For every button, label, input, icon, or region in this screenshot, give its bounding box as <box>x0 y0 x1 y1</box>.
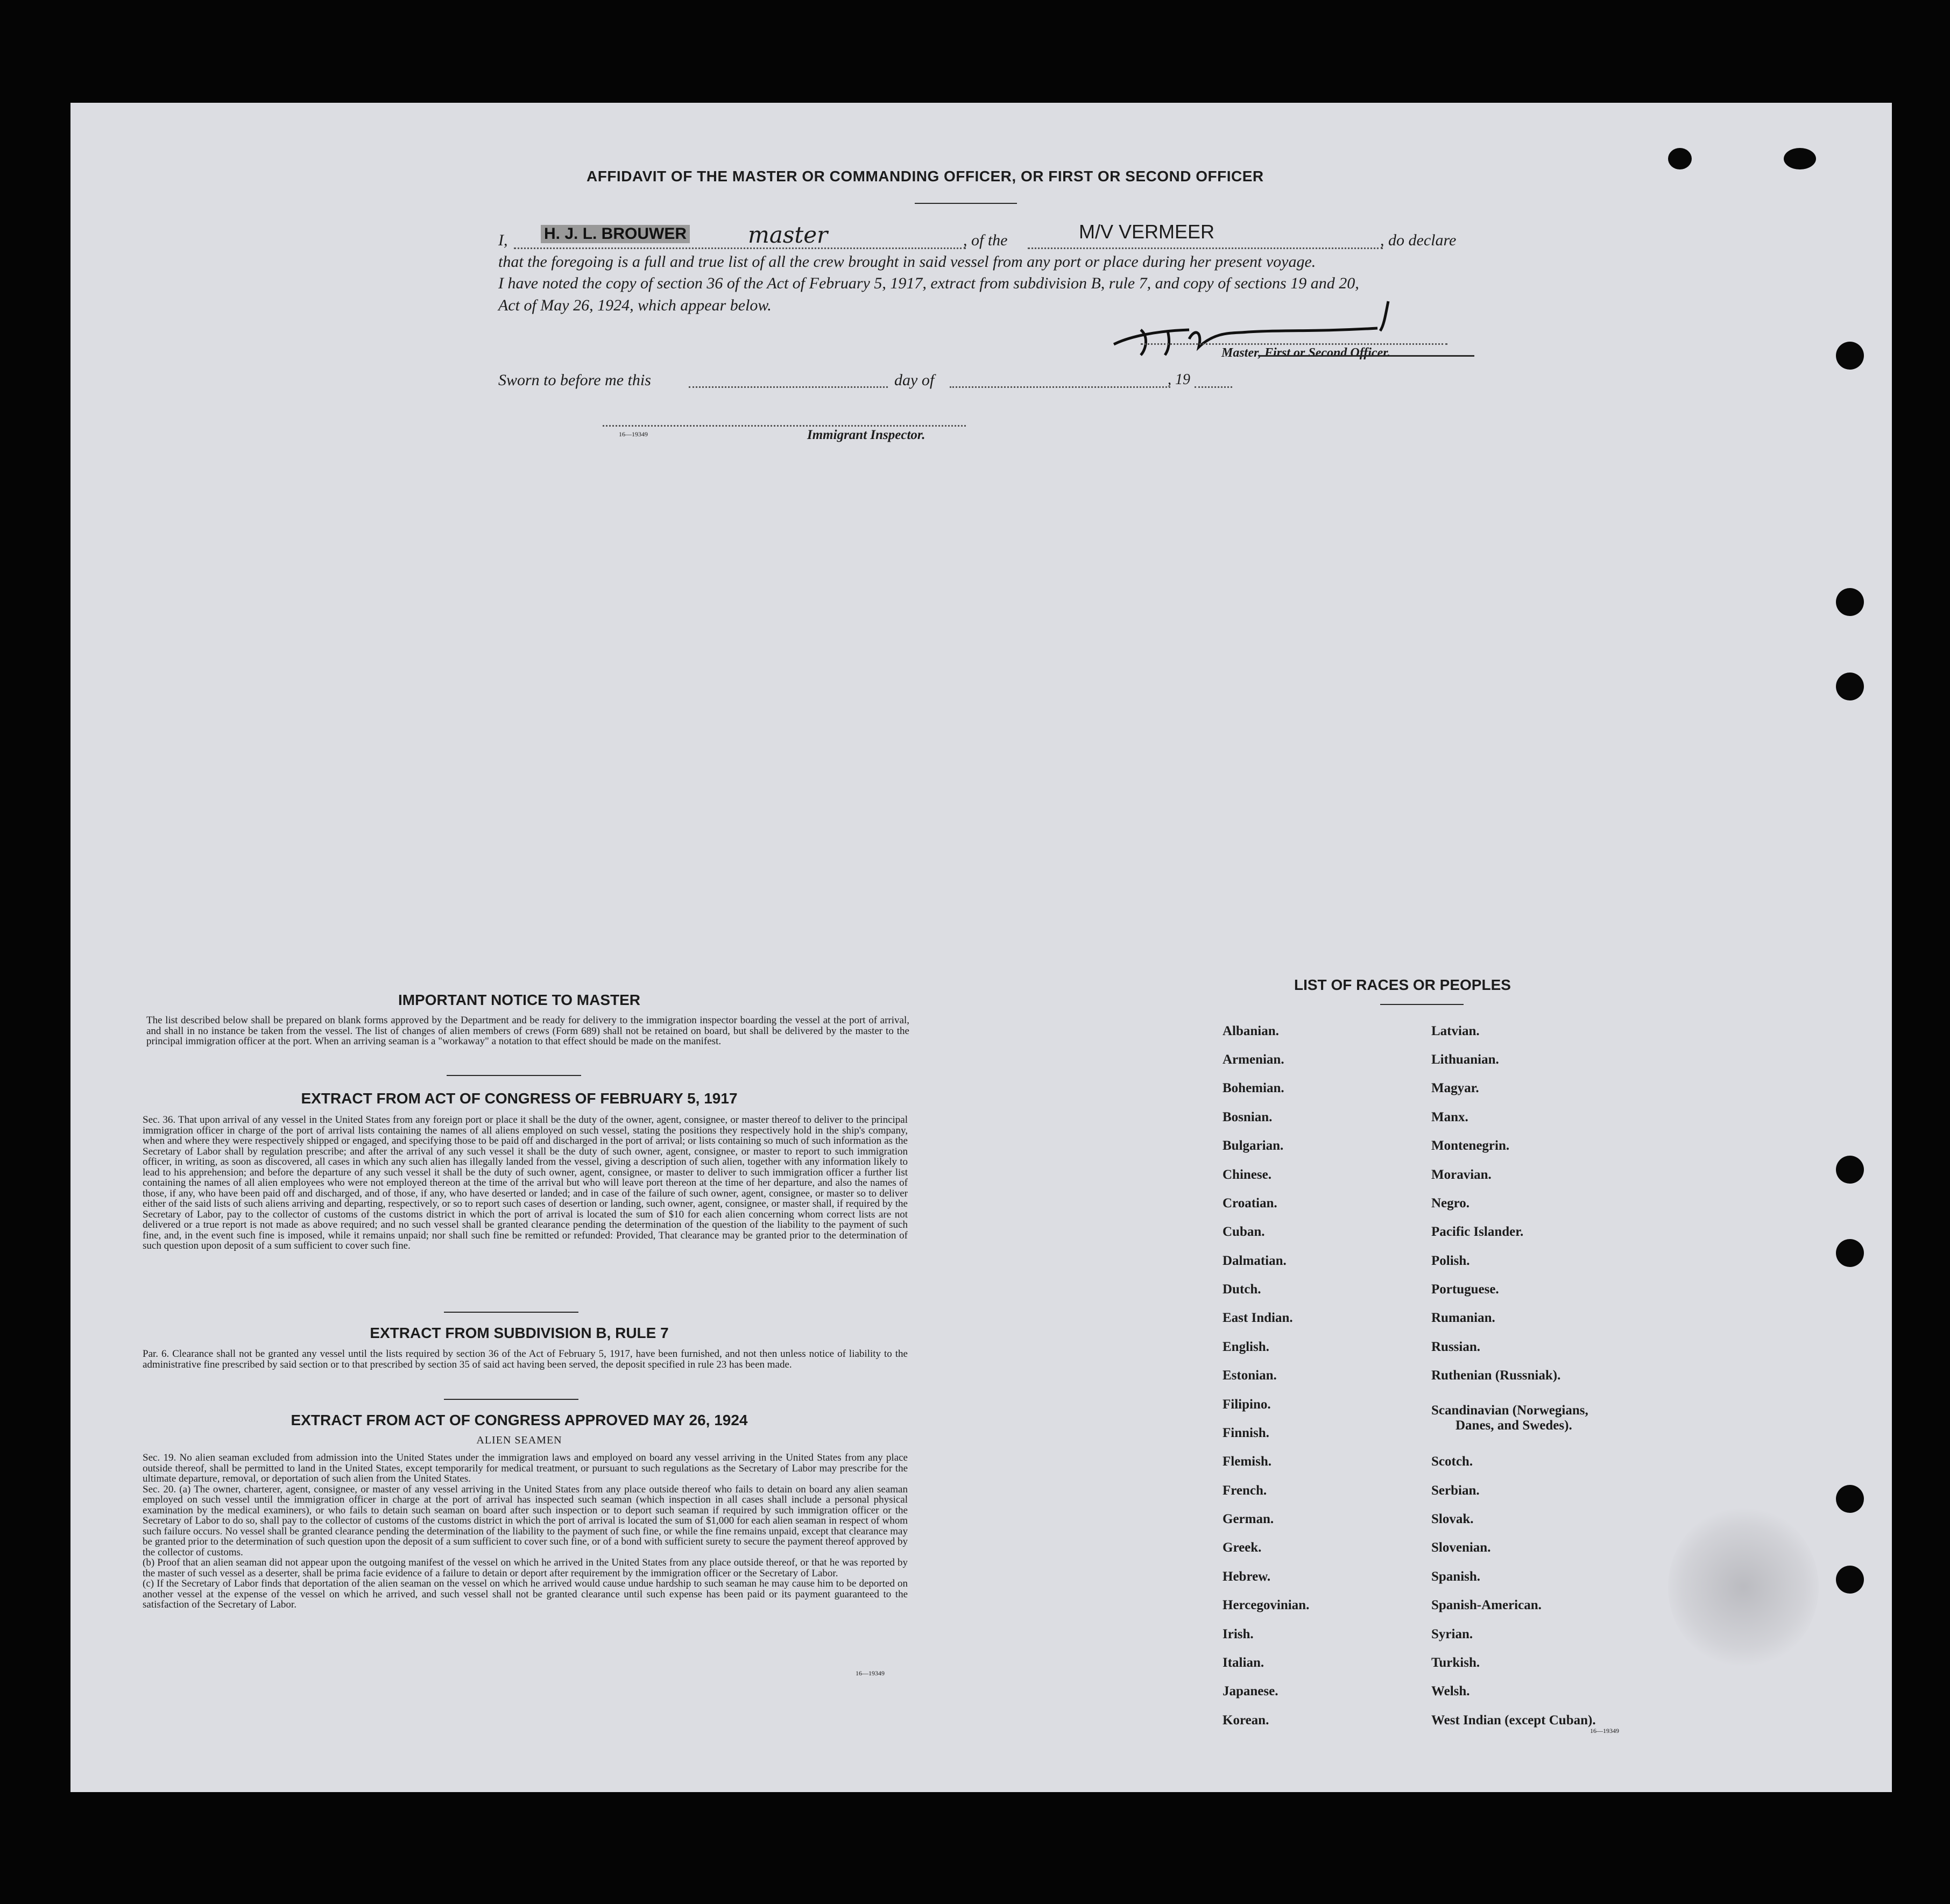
punch-hole <box>1836 1239 1864 1267</box>
year-fill-line <box>1195 386 1232 388</box>
i-label: I, <box>498 231 508 249</box>
extract-1924-title: EXTRACT FROM ACT OF CONGRESS APPROVED MAY 26, 1924 <box>291 1412 748 1428</box>
signature-caption: Master, First or Second Officer. <box>1221 346 1391 360</box>
affidavit-line-3: Act of May 26, 1924, which appear below. <box>498 296 772 314</box>
race-list-item: Slovenian. <box>1431 1540 1491 1555</box>
punch-hole <box>1836 588 1864 616</box>
extract-1917-title: EXTRACT FROM ACT OF CONGRESS OF FEBRUARY 5, 1917 <box>301 1090 738 1107</box>
race-list-item: Danes, and Swedes). <box>1456 1418 1572 1433</box>
race-list-item: Russian. <box>1431 1340 1481 1354</box>
races-title-divider <box>1380 1004 1464 1005</box>
race-list-item: Finnish. <box>1223 1426 1269 1440</box>
races-title: LIST OF RACES OR PEOPLES <box>1294 976 1511 993</box>
faded-seal-stamp <box>1668 1506 1819 1668</box>
year-prefix: , 19 <box>1168 371 1190 388</box>
race-list-item: Dutch. <box>1223 1282 1261 1297</box>
race-list-item: Manx. <box>1431 1110 1468 1124</box>
sec-20c-paragraph: (c) If the Secretary of Labor finds that deportation of the alien seaman on the vessel on which he arrived would cause undue hardship to such seaman he may cause him to be deported on another vessel at the expense of the vessel on which he arrived, and such vessel shall not be granted clearance until such expense has been paid or its payment guaranteed to the satisfaction of the Secretary of Labor. <box>143 1578 908 1610</box>
officer-name: H. J. L. BROUWER <box>541 225 690 243</box>
affidavit-line-2: I have noted the copy of section 36 of the Act of February 5, 1917, extract from subdivision B, rule 7, and copy of sections 19 and 20, <box>498 274 1359 292</box>
race-list-item: Albanian. <box>1223 1024 1279 1038</box>
race-list-item: Cuban. <box>1223 1224 1265 1239</box>
inspector-caption: Immigrant Inspector. <box>807 428 925 442</box>
race-list-item: Bosnian. <box>1223 1110 1273 1124</box>
affidavit-form-number: 16—19349 <box>619 430 648 438</box>
race-list-item: Croatian. <box>1223 1196 1277 1211</box>
race-list-item: Scotch. <box>1431 1454 1473 1469</box>
sworn-month-line <box>950 386 1170 388</box>
extract-form-number: 16—19349 <box>856 1669 885 1677</box>
race-list-item: Scandinavian (Norwegians, <box>1431 1403 1588 1418</box>
subdivision-b-title: EXTRACT FROM SUBDIVISION B, RULE 7 <box>370 1325 669 1341</box>
race-list-item: Montenegrin. <box>1431 1138 1510 1153</box>
race-list-item: Bohemian. <box>1223 1081 1284 1095</box>
race-list-item: Hebrew. <box>1223 1569 1271 1584</box>
punch-hole <box>1836 673 1864 700</box>
race-list-item: Turkish. <box>1431 1655 1480 1670</box>
sworn-day-line <box>689 386 888 388</box>
race-list-item: Dalmatian. <box>1223 1254 1287 1268</box>
race-list-item: Magyar. <box>1431 1081 1479 1095</box>
race-list-item: Pacific Islander. <box>1431 1224 1524 1239</box>
race-list-item: Chinese. <box>1223 1167 1271 1182</box>
section-divider <box>444 1399 578 1400</box>
race-list-item: Moravian. <box>1431 1167 1492 1182</box>
alien-seamen-subtitle: ALIEN SEAMEN <box>476 1434 562 1446</box>
do-declare-label: , do declare <box>1380 231 1457 249</box>
race-list-item: Irish. <box>1223 1627 1254 1641</box>
par-6-paragraph: Par. 6. Clearance shall not be granted any vessel until the lists required by section 36 of the Act of February 5, 1917, have been furnished, and not then unless notice of liability to the administrative fine prescribed by said section or to that prescribed by section 35 of said act having been served, the deposit specified in rule 23 has been made. <box>143 1348 908 1370</box>
race-list-item: West Indian (except Cuban). <box>1431 1713 1596 1728</box>
punch-hole <box>1784 148 1816 169</box>
races-form-number: 16—19349 <box>1590 1727 1619 1735</box>
vessel-fill-line <box>1028 247 1383 249</box>
race-list-item: Polish. <box>1431 1254 1470 1268</box>
punch-hole <box>1668 148 1692 169</box>
signature-fill-line <box>1141 343 1447 345</box>
race-list-item: Serbian. <box>1431 1483 1480 1498</box>
punch-hole <box>1836 342 1864 370</box>
punch-hole <box>1836 1156 1864 1184</box>
race-list-item: Japanese. <box>1223 1684 1278 1698</box>
officer-title-handwritten: master <box>748 222 828 248</box>
race-list-item: Latvian. <box>1431 1024 1480 1038</box>
subdivision-b-text <box>121 1349 908 1370</box>
section-divider <box>444 1312 578 1313</box>
race-list-item: French. <box>1223 1483 1267 1498</box>
race-list-item: Syrian. <box>1431 1627 1473 1641</box>
race-list-item: Portuguese. <box>1431 1282 1499 1297</box>
of-the-label: , of the <box>963 231 1008 249</box>
extract-1924-text <box>121 1453 908 1610</box>
race-list-item: Greek. <box>1223 1540 1262 1555</box>
race-list-item: Slovak. <box>1431 1512 1474 1526</box>
section-divider <box>447 1075 581 1076</box>
race-list-item: Negro. <box>1431 1196 1470 1211</box>
race-list-item: German. <box>1223 1512 1274 1526</box>
extract-1917-text <box>121 1115 908 1251</box>
notice-title: IMPORTANT NOTICE TO MASTER <box>398 992 641 1008</box>
race-list-item: East Indian. <box>1223 1311 1293 1325</box>
race-list-item: Spanish. <box>1431 1569 1481 1584</box>
sec-20a-paragraph: Sec. 20. (a) The owner, charterer, agent, consignee, or master of any vessel arriving in the United States from any place outside thereof who fails to detain on board any alien seaman employed on such vessel until the immigration officer in charge at the port of arrival has inspected such seaman (which inspection in all cases shall include a personal physical examination by the medical examiners), or who fails to detain such seaman on board after such inspection or to deport such seaman if required by such immigration officer or the Secretary of Labor to do so, shall pay to the collector of customs of the customs district in which the port of arrival is located the sum of $1,000 for each alien seaman in respect of whom such failure occurs. No vessel shall be granted clearance pending the determination of the liability to the payment of such fine, or while the fine remains unpaid, except that clearance may be granted prior to the determination of such question upon the deposit of a sum sufficient to cover such fine, or of a bond with sufficient surety to secure the payment thereof approved by the collector of customs. <box>143 1483 908 1558</box>
race-list-item: Spanish-American. <box>1431 1598 1542 1612</box>
race-list-item: Italian. <box>1223 1655 1264 1670</box>
day-of-label: day of <box>894 371 935 389</box>
notice-paragraph: The list described below shall be prepared on blank forms approved by the Department and be ready for delivery to the immigration inspector boarding the vessel at the port of arrival, and shall in no instance be taken from the vessel. The list of changes of alien members of crews (Form 689) shall not be retained on board, but shall be delivered by the master to the principal immigration officer at the port. When an arriving seaman is a "workaway" a notation to that effect should be made on the manifest. <box>146 1015 909 1047</box>
title-divider <box>915 203 1017 204</box>
affidavit-line-1: that the foregoing is a full and true list of all the crew brought in said vessel from any port or place during her present voyage. <box>498 253 1316 271</box>
race-list-item: Bulgarian. <box>1223 1138 1284 1153</box>
race-list-item: English. <box>1223 1340 1269 1354</box>
sec-20b-paragraph: (b) Proof that an alien seaman did not appear upon the outgoing manifest of the vessel on which he arrived in the United States from any place outside thereof, or that he was reported by the master of such vessel as a deserter, shall be prima facie evidence of a failure to detain or deport after requirement by the immigration officer or the Secretary of Labor. <box>143 1557 908 1579</box>
notice-text <box>125 1015 909 1047</box>
name-fill-line <box>514 247 966 249</box>
race-list-item: Estonian. <box>1223 1368 1277 1383</box>
race-list-item: Armenian. <box>1223 1052 1284 1067</box>
race-list-item: Ruthenian (Russniak). <box>1431 1368 1561 1383</box>
sec-19-paragraph: Sec. 19. No alien seaman excluded from admission into the United States under the immigration laws and employed on board any vessel arriving in the United States from any place outside thereof, shall be permitted to land in the United States, except temporarily for medical treatment, or pursuant to such regulations as the Secretary of Labor may prescribe for the ultimate departure, removal, or deportation of such alien from the United States. <box>143 1452 908 1484</box>
section-36-paragraph: Sec. 36. That upon arrival of any vessel in the United States from any foreign port or place it shall be the duty of the owner, agent, consignee, or master thereof to deliver to the principal immigration officer in charge of the port of arrival lists containing the names of all aliens employed on such vessel, stating the positions they respectively hold in the ship's company, when and where they were respectively shipped or engaged, and specifying those to be paid off and discharged in the port of arrival; or lists containing so much of such information as the Secretary of Labor shall by regulation prescribe; and after the arrival of any such vessel it shall be the duty of such owner, agent, consignee, or master to report to such immigration officer, in writing, as soon as discovered, all cases in which any such alien has illegally landed from the vessel, giving a description of such alien, together with any information likely to lead to his apprehension; and before the departure of any such vessel it shall be the duty of such owner, agent, consignee, or master to deliver to such immigration officer a further list containing the names of all alien employees who were not employed thereon at the time of the arrival but who will leave port thereon at the time of her departure, and also the names of those, if any, who have been paid off and discharged, and of those, if any, who have deserted or landed; and in case of the failure of such owner, agent, consignee, or master so to deliver either of the said lists of such aliens arriving and departing, respectively, or so to report such cases of desertion or landing, such owner, agent, consignee, or master shall, if required by the Secretary of Labor, pay to the collector of customs of the customs district in which the port of arrival is located the sum of $10 for each alien concerning whom correct lists are not delivered or a true report is not made as above required; and no such vessel shall be granted clearance pending the determination of the question of the liability to the payment of such fine, and, in the event such fine is imposed, while it remains unpaid; nor shall such fine be remitted or refunded: Provided, That clearance may be granted prior to the determination of such question upon deposit of a sum sufficient to cover such fine. <box>143 1114 908 1251</box>
race-list-item: Welsh. <box>1431 1684 1470 1698</box>
affidavit-title: AFFIDAVIT OF THE MASTER OR COMMANDING OFFICER, OR FIRST OR SECOND OFFICER <box>587 168 1264 185</box>
strikeout-line <box>1259 355 1474 357</box>
vessel-name: M/V VERMEER <box>1079 221 1215 243</box>
inspector-signature-line <box>603 425 966 427</box>
punch-hole <box>1836 1566 1864 1594</box>
punch-hole <box>1836 1485 1864 1513</box>
race-list-item: Lithuanian. <box>1431 1052 1499 1067</box>
race-list-item: Rumanian. <box>1431 1311 1495 1325</box>
race-list-item: Korean. <box>1223 1713 1269 1728</box>
sworn-label: Sworn to before me this <box>498 371 651 389</box>
race-list-item: Hercegovinian. <box>1223 1598 1310 1612</box>
race-list-item: Filipino. <box>1223 1397 1271 1412</box>
race-list-item: Flemish. <box>1223 1454 1271 1469</box>
